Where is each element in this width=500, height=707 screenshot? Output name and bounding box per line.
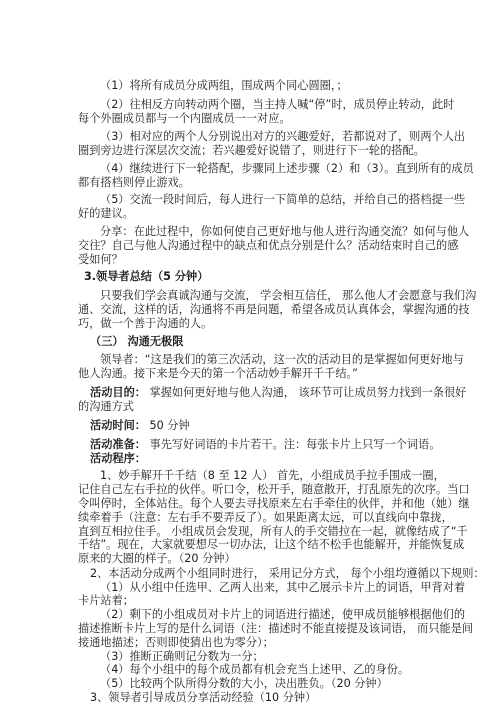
activity-2-intro: 2、本活动分成两个小组同时进行， 采用记分方式， 每个小组均遵循以下规则：: [90, 566, 485, 580]
time-row: [90, 418, 190, 434]
box-line6: 千结”。现在，大家就要想尽一切办法，让这个结不松手也能解开，并能恢复成: [78, 538, 465, 552]
summary-line3: 巧，做一个善于沟通的人。: [78, 316, 213, 330]
box-line1: 1、妙手解开千千结（8 至 12 人） 首先，小组成员手拉手围成一圈，: [100, 469, 445, 483]
summary-line1: 只要我们学会真诚沟通与交流， 学会相互信任， 那么他人才会愿意与我们沟: [100, 289, 477, 303]
box-line5: 直到互相拉住手。 小组成员会发现，所有人的手交错拉在一起，就像结成了“千: [78, 524, 468, 538]
rule-5-line1: （5）交流一段时间后，每人进行一下简单的总结，并给自己的搭档提一些: [100, 193, 466, 207]
procedure-label: 活动程序：: [90, 452, 146, 466]
activity-2-rule1-line1: （1）从小组中任选甲、乙两人出来，其中乙展示卡片上的词语，甲背对着: [100, 580, 466, 594]
activity-2-rule2-line3: 接通地描述；否则即使猜出也为零分）；: [78, 635, 274, 649]
activity-2-rule2-line1: （2）剩下的小组成员对卡片上的词语进行描述，使甲成员能够根据他们的: [100, 608, 466, 622]
summary-line2: 通、交流，这样的话，沟通将不再是问题，希望各成员认真体会，掌握沟通的技: [78, 303, 470, 316]
purpose-cont: 的沟通方式: [78, 399, 134, 413]
share-line1: 分享：在此过程中，你如何使自己更好地与他人进行沟通交流？如何与他人: [100, 225, 470, 239]
box-line3: 令叫停时，全体站住。每个人要去寻找原来左右手牵住的伙伴，并和他（她）继: [78, 497, 470, 510]
rule-4-line2: 都有搭档则停止游戏。: [78, 175, 190, 189]
share-line2: 交往？自己与他人沟通过程中的缺点和优点分别是什么？活动结束时自己的感: [78, 238, 459, 252]
rule-5-line2: 好的建议。: [78, 207, 134, 221]
activity-2-rule5: （5）比较两个队所得分数的大小，决出胜负。（20 分钟）: [100, 677, 388, 691]
section-heading-summary: 3.领导者总结（5 分钟）: [84, 269, 209, 283]
prep-text: 事先写好词语的卡片若干。注：每张卡片上只写一个词语。: [149, 437, 441, 451]
rule-3-line1: （3）相对应的两个人分别说出对方的兴趣爱好，若都说对了，则两个人出: [100, 130, 466, 144]
section-heading-3: （三） 沟通无极限: [90, 334, 184, 348]
activity-2-rule4: （4）每个小组中的每个成员都有机会充当上述甲、乙的身份。: [100, 663, 410, 677]
rule-1: （1）将所有成员分成两组，围成两个同心圆圈，；: [100, 79, 348, 92]
rule-3-line2: 圈到旁边进行深层次交流；若兴趣爱好说错了，则进行下一轮的搭配。: [78, 143, 425, 157]
box-line4: 续牵着手（注意：左右手不要弄反了）。如果距离太远，可以直线向中靠拢，: [78, 510, 453, 524]
activity-3: 3、领导者引导成员分享活动经验（10 分钟）: [90, 691, 317, 704]
purpose-text: 掌握如何更好地与他人沟通， 该环节可让成员努力找到一条很好: [149, 385, 467, 399]
leader-line1: 领导者：“这是我们的第三次活动，这一次的活动目的是掌握如何更好地与: [100, 353, 464, 367]
rule-4-line1: （4）继续进行下一轮搭配，步骤同上述步骤（2）和（3）。直到所有的成员: [100, 161, 474, 175]
box-line7: 原来的大圈的样子。（20 分钟）: [78, 552, 236, 566]
activity-2-rule3: （3）推断正确则记分数为一分；: [100, 649, 264, 663]
share-line3: 受如何？: [78, 252, 123, 266]
rule-2-line2: 每个外圈成员都与一个内圈成员一一对应。: [78, 111, 291, 125]
prep-row: [90, 437, 440, 453]
time-label: 活动时间：: [90, 419, 146, 433]
prep-label: 活动准备：: [90, 437, 146, 451]
purpose-row: [90, 385, 466, 401]
activity-2-rule2-line2: 描述推断卡片上写的是什么词语（注：描述时不能直接提及该词语， 而只能是间: [78, 622, 474, 635]
rule-2-line1: （2）往相反方向转动两个圈，当主持人喊“停”时，成员停止转动，此时: [100, 97, 455, 111]
leader-line2: 他人沟通。接下来是今天的第一个活动妙手解开千千结。”: [78, 367, 358, 381]
time-text: 50 分钟: [149, 419, 190, 433]
purpose-label: 活动目的：: [90, 385, 146, 399]
activity-2-rule1-line2: 卡片站着；: [78, 594, 134, 608]
box-line2: 记住自己左右手拉的伙伴。听口令，松开手，随意散开，打乱原先的次序。当口: [78, 483, 470, 497]
